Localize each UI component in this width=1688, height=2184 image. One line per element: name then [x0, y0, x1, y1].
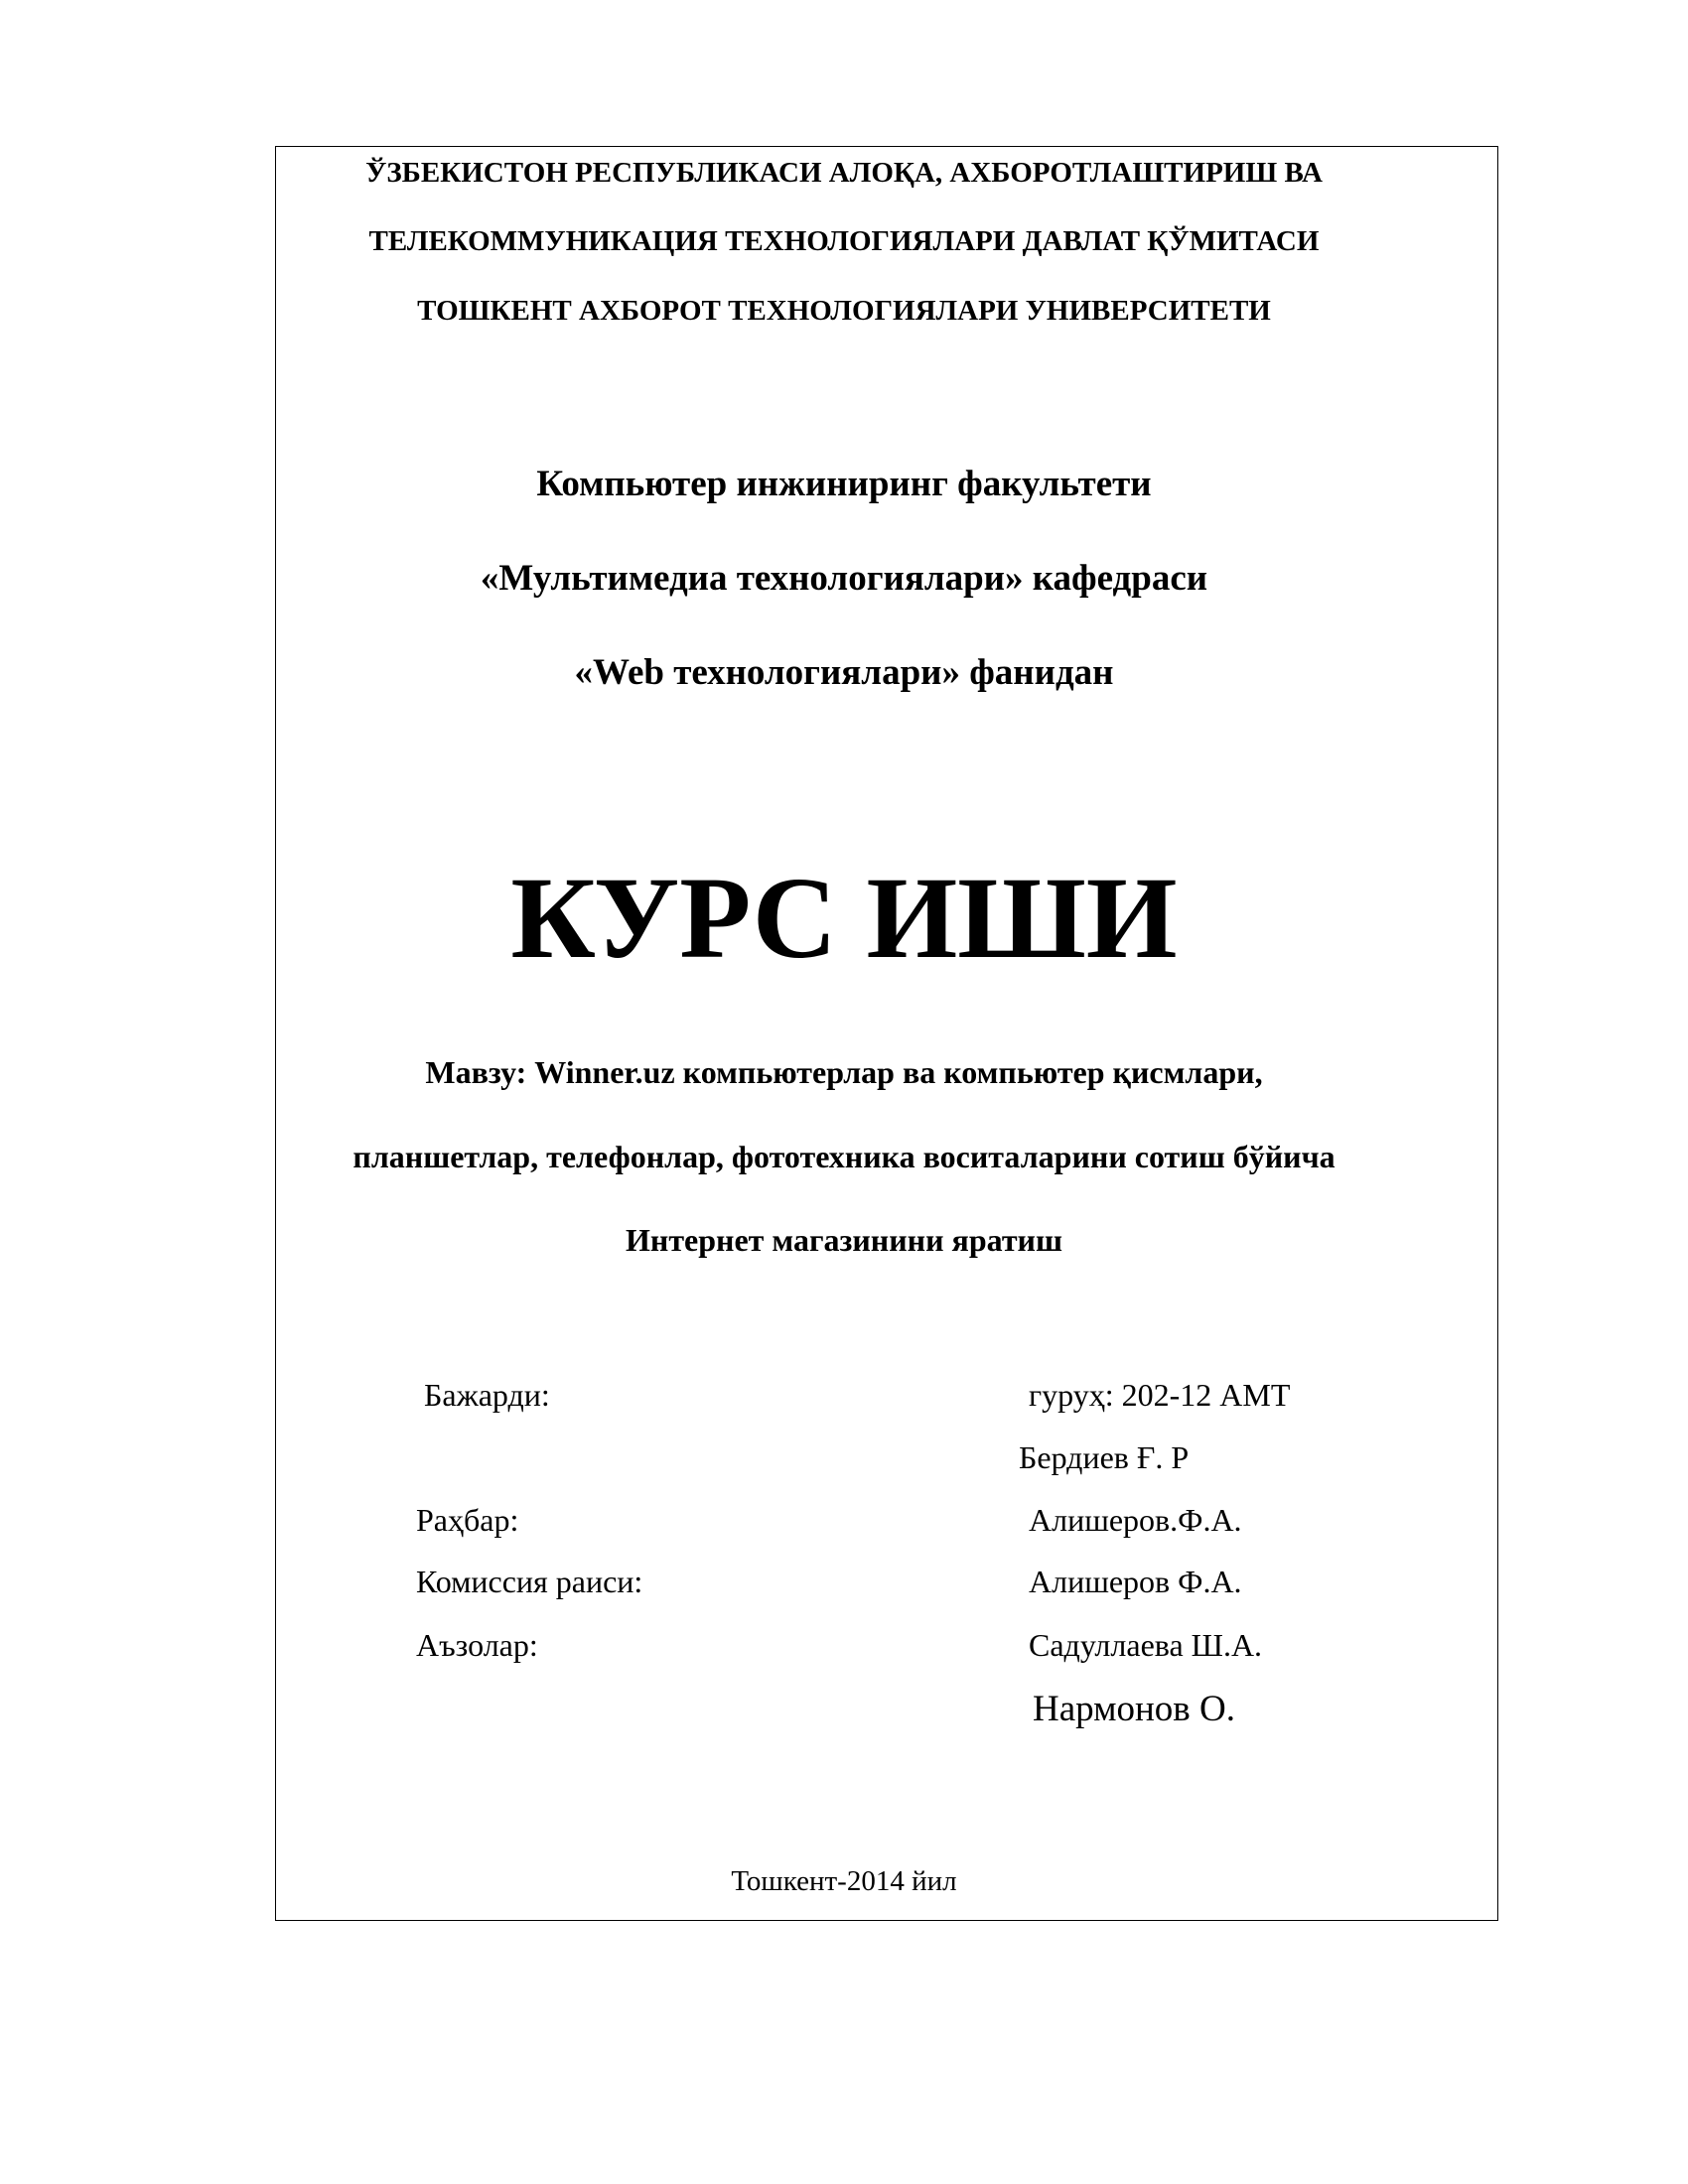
commission-chair-label: Комиссия раиси: — [416, 1564, 643, 1599]
city-year-footer: Тошкент-2014 йил — [731, 1865, 957, 1897]
header-line-2: ТЕЛЕКОММУНИКАЦИЯ ТЕХНОЛОГИЯЛАРИ ДАВЛАТ ҚЎМИТАСИ — [368, 225, 1320, 257]
header-line-1: ЎЗБЕКИСТОН РЕСПУБЛИКАСИ АЛОҚА, АХБОРОТЛАШТИРИШ ВА — [365, 157, 1323, 189]
supervisor-name: Алишеров.Ф.А. — [1029, 1502, 1242, 1538]
subject-name: «Web технологиялари» фанидан — [574, 652, 1114, 693]
performed-label: Бажарди: — [424, 1377, 550, 1413]
members-label: Аъзолар: — [416, 1627, 538, 1663]
header-line-3: ТОШКЕНТ АХБОРОТ ТЕХНОЛОГИЯЛАРИ УНИВЕРСИТЕТИ — [417, 295, 1271, 327]
topic-line-1: Мавзу: Winner.uz компьютерлар ва компьютер қисмлари, — [425, 1054, 1263, 1090]
supervisor-label: Раҳбар: — [416, 1502, 519, 1538]
student-name: Бердиев Ғ. Р — [1019, 1439, 1190, 1475]
commission-chair-name: Алишеров Ф.А. — [1029, 1564, 1242, 1599]
member-name-2: Нармонов О. — [1033, 1689, 1235, 1729]
faculty-name: Компьютер инжиниринг факультети — [536, 464, 1152, 504]
group-value: гуруҳ: 202-12 АМТ — [1029, 1377, 1291, 1413]
topic-line-3: Интернет магазинини яратиш — [625, 1222, 1062, 1258]
member-name-1: Садуллаева Ш.А. — [1029, 1627, 1263, 1663]
document-title: КУРС ИШИ — [510, 853, 1178, 983]
department-name: «Мультимедиа технологиялари» кафедраси — [480, 558, 1208, 599]
topic-line-2: планшетлар, телефонлар, фототехника воситаларини сотиш бўйича — [352, 1139, 1336, 1174]
